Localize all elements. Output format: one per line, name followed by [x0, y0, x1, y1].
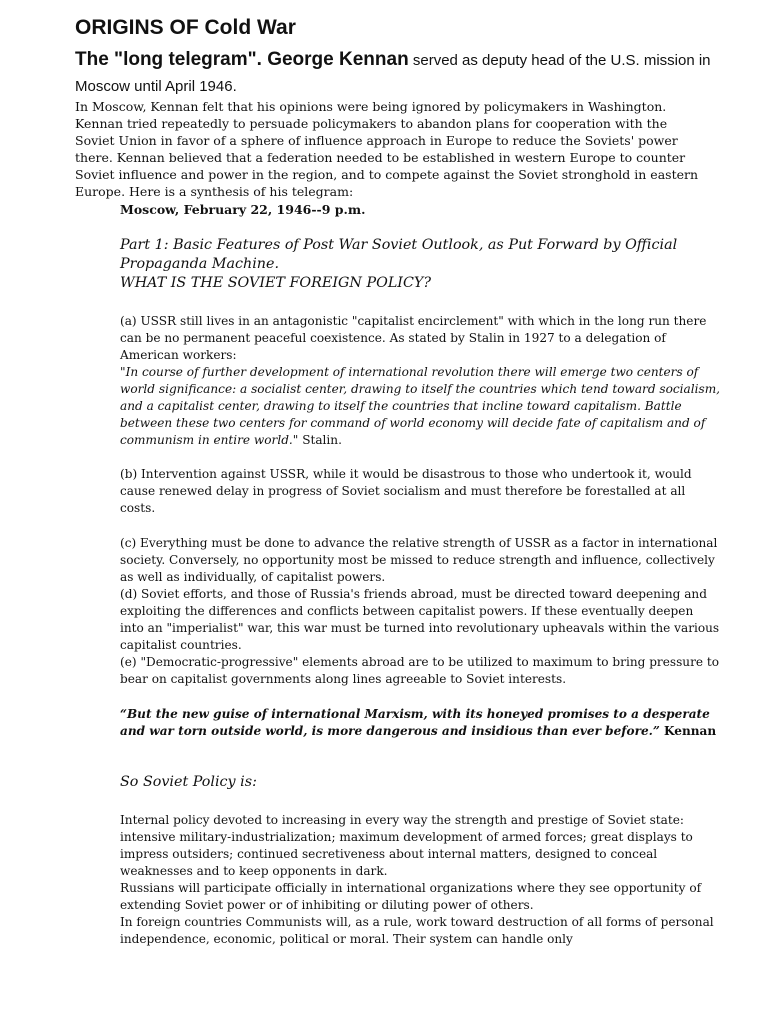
part1-title: Part 1: Basic Features of Post War Soviet Outlook, as Put Forward by Official Propaganda Machine. [120, 237, 678, 272]
soviet-policy-international: Russians will participate officially in international organizations where they see opportunity of extending Soviet power or of inhibiting or diluting power of others. [120, 881, 702, 912]
point-a-text: (a) USSR still lives in an antagonistic "capitalist encirclement" with which in the long run there can be no permanent peaceful coexistence. As stated by Stalin in 1927 to a delegation of American workers: [120, 314, 707, 362]
kennan-quote-attribution: Kennan [659, 724, 717, 738]
part1-heading [120, 236, 720, 293]
part1-question: WHAT IS THE SOVIET FOREIGN POLICY? [120, 275, 431, 291]
stalin-quote [120, 364, 720, 449]
lead-heading [75, 47, 735, 100]
point-b: (b) Intervention against USSR, while it would be disastrous to those who undertook it, would cause renewed delay in progress of Soviet socialism and must therefore be forestalled at all costs. [120, 467, 692, 515]
point-e: (e) "Democratic-progressive" elements abroad are to be utilized to maximum to bring pressure to bear on capitalist governments along lines agreeable to Soviet interests. [120, 655, 719, 686]
telegram-dateline: Moscow, February 22, 1946--9 p.m. [120, 202, 366, 217]
points-c-e [120, 535, 720, 688]
soviet-policy-internal: Internal policy devoted to increasing in every way the strength and prestige of Soviet state: intensive military-industrialization; maximum development of armed forces; great displays to impress outsiders; continued secretiveness about internal matters, designed to conceal weaknesses and to keep opponents in dark. [120, 813, 693, 878]
lead-heading-rest: served as deputy head of the U.S. mission in Moscow until April 1946. [75, 52, 711, 95]
soviet-policy-body [120, 812, 720, 948]
kennan-quote-text: “But the new guise of international Marxism, with its honeyed promises to a desperate and war torn outside world, is more dangerous and insidious than ever before.” [120, 707, 710, 738]
soviet-policy-foreign: In foreign countries Communists will, as a rule, work toward destruction of all forms of personal independence, economic, political or moral. Their system can handle only [120, 915, 714, 946]
intro-paragraph: In Moscow, Kennan felt that his opinions were being ignored by policymakers in Washington. Kennan tried repeatedly to persuade policymakers to abandon plans for cooperation with the Soviet Union in favor of a sphere of influence approach in Europe to reduce the Soviets' power there. Kennan believed that a federation needed to be established in western Europe to counter Soviet influence and power in the region, and to compete against the Soviet stronghold in eastern Europe. Here is a synthesis of his telegram: [75, 99, 699, 199]
point-d: (d) Soviet efforts, and those of Russia's friends abroad, must be directed toward deepening and exploiting the differences and conflicts between capitalist powers. If these eventually deepen into an "imperialist" war, this war must be turned into revolutionary upheavals within the various capitalist countries. [120, 587, 720, 652]
lead-heading-bold: The "long telegram". George Kennan [75, 49, 409, 70]
soviet-policy-heading: So Soviet Policy is: [120, 774, 257, 790]
point-a [120, 313, 720, 449]
point-c: (c) Everything must be done to advance the relative strength of USSR as a factor in international society. Conversely, no opportunity most be missed to reduce strength and influence, collectively as well as individually, of capitalist powers. [120, 536, 718, 584]
document-title: ORIGINS OF Cold War [75, 16, 296, 39]
kennan-quote [120, 706, 720, 740]
stalin-quote-attribution: Stalin. [298, 433, 342, 447]
stalin-quote-text: "In course of further development of international revolution there will emerge two centers of world significance: a socialist center, drawing to itself the countries which tend toward socialism, and a capitalist center, drawing to itself the countries that incline toward capitalism. Battle between these two centers for command of world economy will decide fate of capitalism and of communism in entire world." [120, 365, 721, 447]
